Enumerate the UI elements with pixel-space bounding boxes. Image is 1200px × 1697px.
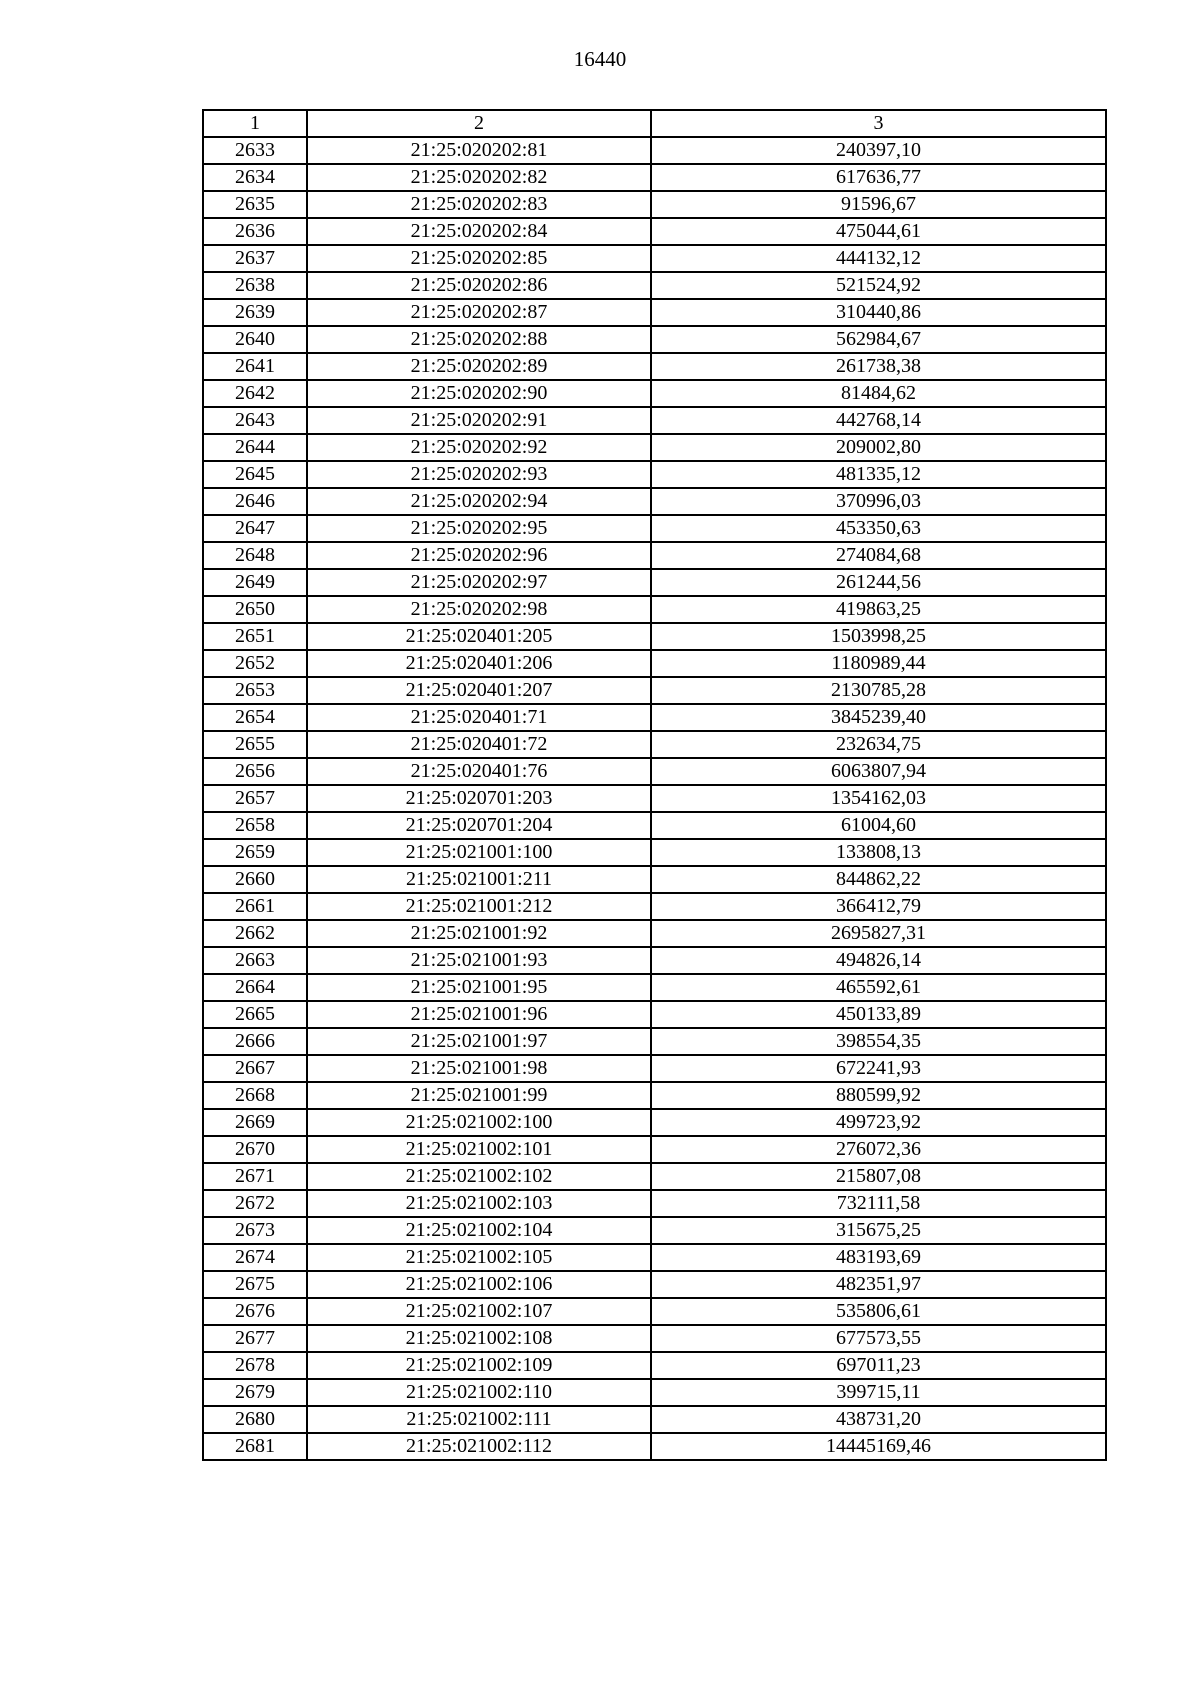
table-row: [203, 866, 1106, 893]
value-cell: 562984,67: [651, 326, 1106, 353]
value-cell: 475044,61: [651, 218, 1106, 245]
cadastral-number-cell: 21:25:020202:87: [307, 299, 651, 326]
cadastral-number-cell: 21:25:021002:109: [307, 1352, 651, 1379]
row-number-cell: 2637: [203, 245, 307, 272]
value-cell: 1180989,44: [651, 650, 1106, 677]
cadastral-number-cell: 21:25:021001:99: [307, 1082, 651, 1109]
header-row: [203, 110, 1106, 137]
row-number-cell: 2658: [203, 812, 307, 839]
table-row: [203, 272, 1106, 299]
table-row: [203, 1379, 1106, 1406]
row-number-cell: 2635: [203, 191, 307, 218]
value-cell: 483193,69: [651, 1244, 1106, 1271]
cadastral-number-cell: 21:25:020202:82: [307, 164, 651, 191]
cadastral-number-cell: 21:25:021001:211: [307, 866, 651, 893]
row-number-cell: 2667: [203, 1055, 307, 1082]
value-cell: 672241,93: [651, 1055, 1106, 1082]
value-cell: 442768,14: [651, 407, 1106, 434]
value-cell: 81484,62: [651, 380, 1106, 407]
cadastral-number-cell: 21:25:020202:95: [307, 515, 651, 542]
table-row: [203, 1055, 1106, 1082]
row-number-cell: 2645: [203, 461, 307, 488]
table-row: [203, 1298, 1106, 1325]
table-row: [203, 542, 1106, 569]
cadastral-number-cell: 21:25:021002:102: [307, 1163, 651, 1190]
value-cell: 61004,60: [651, 812, 1106, 839]
table-row: [203, 1352, 1106, 1379]
table-row: [203, 677, 1106, 704]
cadastral-number-cell: 21:25:020202:96: [307, 542, 651, 569]
table-row: [203, 1136, 1106, 1163]
cadastral-number-cell: 21:25:020401:205: [307, 623, 651, 650]
row-number-cell: 2660: [203, 866, 307, 893]
row-number-cell: 2634: [203, 164, 307, 191]
value-cell: 370996,03: [651, 488, 1106, 515]
row-number-cell: 2655: [203, 731, 307, 758]
cadastral-number-cell: 21:25:021001:100: [307, 839, 651, 866]
value-cell: 215807,08: [651, 1163, 1106, 1190]
value-cell: 3845239,40: [651, 704, 1106, 731]
cadastral-number-cell: 21:25:020401:71: [307, 704, 651, 731]
table-row: [203, 569, 1106, 596]
header-col-3: 3: [651, 110, 1106, 137]
value-cell: 366412,79: [651, 893, 1106, 920]
row-number-cell: 2661: [203, 893, 307, 920]
value-cell: 315675,25: [651, 1217, 1106, 1244]
value-cell: 2695827,31: [651, 920, 1106, 947]
row-number-cell: 2666: [203, 1028, 307, 1055]
row-number-cell: 2654: [203, 704, 307, 731]
value-cell: 453350,63: [651, 515, 1106, 542]
cadastral-number-cell: 21:25:021002:101: [307, 1136, 651, 1163]
row-number-cell: 2664: [203, 974, 307, 1001]
value-cell: 261244,56: [651, 569, 1106, 596]
cadastral-number-cell: 21:25:020202:88: [307, 326, 651, 353]
table-row: [203, 434, 1106, 461]
page-number: 16440: [573, 47, 627, 71]
row-number-cell: 2676: [203, 1298, 307, 1325]
table-row: [203, 380, 1106, 407]
value-cell: 438731,20: [651, 1406, 1106, 1433]
row-number-cell: 2643: [203, 407, 307, 434]
cadastral-number-cell: 21:25:021002:105: [307, 1244, 651, 1271]
row-number-cell: 2670: [203, 1136, 307, 1163]
value-cell: 450133,89: [651, 1001, 1106, 1028]
row-number-cell: 2663: [203, 947, 307, 974]
row-number-cell: 2675: [203, 1271, 307, 1298]
table-row: [203, 758, 1106, 785]
table-row: [203, 704, 1106, 731]
table-row: [203, 461, 1106, 488]
cadastral-number-cell: 21:25:020202:86: [307, 272, 651, 299]
table-row: [203, 245, 1106, 272]
row-number-cell: 2636: [203, 218, 307, 245]
value-cell: 481335,12: [651, 461, 1106, 488]
cadastral-number-cell: 21:25:021001:98: [307, 1055, 651, 1082]
table-row: [203, 353, 1106, 380]
value-cell: 232634,75: [651, 731, 1106, 758]
cadastral-number-cell: 21:25:021002:108: [307, 1325, 651, 1352]
value-cell: 14445169,46: [651, 1433, 1106, 1460]
table-row: [203, 1001, 1106, 1028]
value-cell: 732111,58: [651, 1190, 1106, 1217]
row-number-cell: 2672: [203, 1190, 307, 1217]
row-number-cell: 2673: [203, 1217, 307, 1244]
value-cell: 494826,14: [651, 947, 1106, 974]
table-body: [203, 137, 1106, 1460]
row-number-cell: 2678: [203, 1352, 307, 1379]
value-cell: 444132,12: [651, 245, 1106, 272]
row-number-cell: 2668: [203, 1082, 307, 1109]
cadastral-number-cell: 21:25:020401:76: [307, 758, 651, 785]
value-cell: 310440,86: [651, 299, 1106, 326]
cadastral-number-cell: 21:25:021002:107: [307, 1298, 651, 1325]
table-row: [203, 1244, 1106, 1271]
value-cell: 276072,36: [651, 1136, 1106, 1163]
row-number-cell: 2679: [203, 1379, 307, 1406]
value-cell: 274084,68: [651, 542, 1106, 569]
cadastral-number-cell: 21:25:020202:89: [307, 353, 651, 380]
value-cell: 240397,10: [651, 137, 1106, 164]
table-row: [203, 326, 1106, 353]
table-row: [203, 488, 1106, 515]
row-number-cell: 2647: [203, 515, 307, 542]
row-number-cell: 2677: [203, 1325, 307, 1352]
table-row: [203, 623, 1106, 650]
row-number-cell: 2638: [203, 272, 307, 299]
table-row: [203, 839, 1106, 866]
cadastral-number-cell: 21:25:021002:111: [307, 1406, 651, 1433]
row-number-cell: 2652: [203, 650, 307, 677]
value-cell: 880599,92: [651, 1082, 1106, 1109]
header-col-1: 1: [203, 110, 307, 137]
value-cell: 91596,67: [651, 191, 1106, 218]
table-row: [203, 1406, 1106, 1433]
table-row: [203, 218, 1106, 245]
table-header: [203, 110, 1106, 137]
value-cell: 521524,92: [651, 272, 1106, 299]
row-number-cell: 2674: [203, 1244, 307, 1271]
row-number-cell: 2669: [203, 1109, 307, 1136]
header-col-2: 2: [307, 110, 651, 137]
value-cell: 6063807,94: [651, 758, 1106, 785]
cadastral-number-cell: 21:25:020202:90: [307, 380, 651, 407]
value-cell: 617636,77: [651, 164, 1106, 191]
data-table: [202, 109, 1107, 1461]
cadastral-number-cell: 21:25:020202:81: [307, 137, 651, 164]
cadastral-number-cell: 21:25:020202:84: [307, 218, 651, 245]
table-row: [203, 920, 1106, 947]
value-cell: 261738,38: [651, 353, 1106, 380]
table-row: [203, 785, 1106, 812]
cadastral-number-cell: 21:25:020701:204: [307, 812, 651, 839]
cadastral-number-cell: 21:25:020202:91: [307, 407, 651, 434]
table-row: [203, 1190, 1106, 1217]
value-cell: 482351,97: [651, 1271, 1106, 1298]
row-number-cell: 2644: [203, 434, 307, 461]
value-cell: 2130785,28: [651, 677, 1106, 704]
table-row: [203, 191, 1106, 218]
table-row: [203, 1028, 1106, 1055]
value-cell: 844862,22: [651, 866, 1106, 893]
row-number-cell: 2651: [203, 623, 307, 650]
cadastral-number-cell: 21:25:020701:203: [307, 785, 651, 812]
table-row: [203, 731, 1106, 758]
value-cell: 1354162,03: [651, 785, 1106, 812]
cadastral-number-cell: 21:25:020401:206: [307, 650, 651, 677]
cadastral-number-cell: 21:25:021002:106: [307, 1271, 651, 1298]
table-row: [203, 893, 1106, 920]
cadastral-number-cell: 21:25:020202:83: [307, 191, 651, 218]
cadastral-number-cell: 21:25:020202:97: [307, 569, 651, 596]
row-number-cell: 2680: [203, 1406, 307, 1433]
row-number-cell: 2633: [203, 137, 307, 164]
cadastral-number-cell: 21:25:021002:104: [307, 1217, 651, 1244]
value-cell: 499723,92: [651, 1109, 1106, 1136]
table-row: [203, 299, 1106, 326]
cadastral-number-cell: 21:25:020401:207: [307, 677, 651, 704]
cadastral-number-cell: 21:25:021002:112: [307, 1433, 651, 1460]
table-row: [203, 596, 1106, 623]
value-cell: 1503998,25: [651, 623, 1106, 650]
cadastral-number-cell: 21:25:020202:85: [307, 245, 651, 272]
cadastral-number-cell: 21:25:021001:97: [307, 1028, 651, 1055]
value-cell: 209002,80: [651, 434, 1106, 461]
table-row: [203, 407, 1106, 434]
row-number-cell: 2640: [203, 326, 307, 353]
table-row: [203, 1271, 1106, 1298]
row-number-cell: 2646: [203, 488, 307, 515]
table-row: [203, 650, 1106, 677]
row-number-cell: 2649: [203, 569, 307, 596]
row-number-cell: 2657: [203, 785, 307, 812]
row-number-cell: 2641: [203, 353, 307, 380]
cadastral-number-cell: 21:25:021001:212: [307, 893, 651, 920]
table-row: [203, 1082, 1106, 1109]
value-cell: 419863,25: [651, 596, 1106, 623]
row-number-cell: 2681: [203, 1433, 307, 1460]
row-number-cell: 2650: [203, 596, 307, 623]
row-number-cell: 2656: [203, 758, 307, 785]
row-number-cell: 2642: [203, 380, 307, 407]
cadastral-number-cell: 21:25:021001:96: [307, 1001, 651, 1028]
cadastral-number-cell: 21:25:021001:93: [307, 947, 651, 974]
cadastral-number-cell: 21:25:021002:103: [307, 1190, 651, 1217]
table-row: [203, 974, 1106, 1001]
value-cell: 399715,11: [651, 1379, 1106, 1406]
value-cell: 133808,13: [651, 839, 1106, 866]
table-row: [203, 137, 1106, 164]
table-row: [203, 1325, 1106, 1352]
row-number-cell: 2648: [203, 542, 307, 569]
row-number-cell: 2671: [203, 1163, 307, 1190]
row-number-cell: 2659: [203, 839, 307, 866]
table-row: [203, 515, 1106, 542]
cadastral-number-cell: 21:25:021001:92: [307, 920, 651, 947]
cadastral-number-cell: 21:25:020202:94: [307, 488, 651, 515]
table-row: [203, 164, 1106, 191]
table-row: [203, 947, 1106, 974]
cadastral-number-cell: 21:25:021002:100: [307, 1109, 651, 1136]
row-number-cell: 2653: [203, 677, 307, 704]
cadastral-number-cell: 21:25:021002:110: [307, 1379, 651, 1406]
row-number-cell: 2639: [203, 299, 307, 326]
table-row: [203, 1433, 1106, 1460]
table-row: [203, 812, 1106, 839]
value-cell: 697011,23: [651, 1352, 1106, 1379]
value-cell: 535806,61: [651, 1298, 1106, 1325]
row-number-cell: 2665: [203, 1001, 307, 1028]
row-number-cell: 2662: [203, 920, 307, 947]
table-row: [203, 1109, 1106, 1136]
cadastral-number-cell: 21:25:020202:98: [307, 596, 651, 623]
cadastral-number-cell: 21:25:020202:93: [307, 461, 651, 488]
table-row: [203, 1217, 1106, 1244]
value-cell: 677573,55: [651, 1325, 1106, 1352]
cadastral-number-cell: 21:25:020202:92: [307, 434, 651, 461]
value-cell: 465592,61: [651, 974, 1106, 1001]
cadastral-number-cell: 21:25:020401:72: [307, 731, 651, 758]
cadastral-number-cell: 21:25:021001:95: [307, 974, 651, 1001]
table-row: [203, 1163, 1106, 1190]
value-cell: 398554,35: [651, 1028, 1106, 1055]
